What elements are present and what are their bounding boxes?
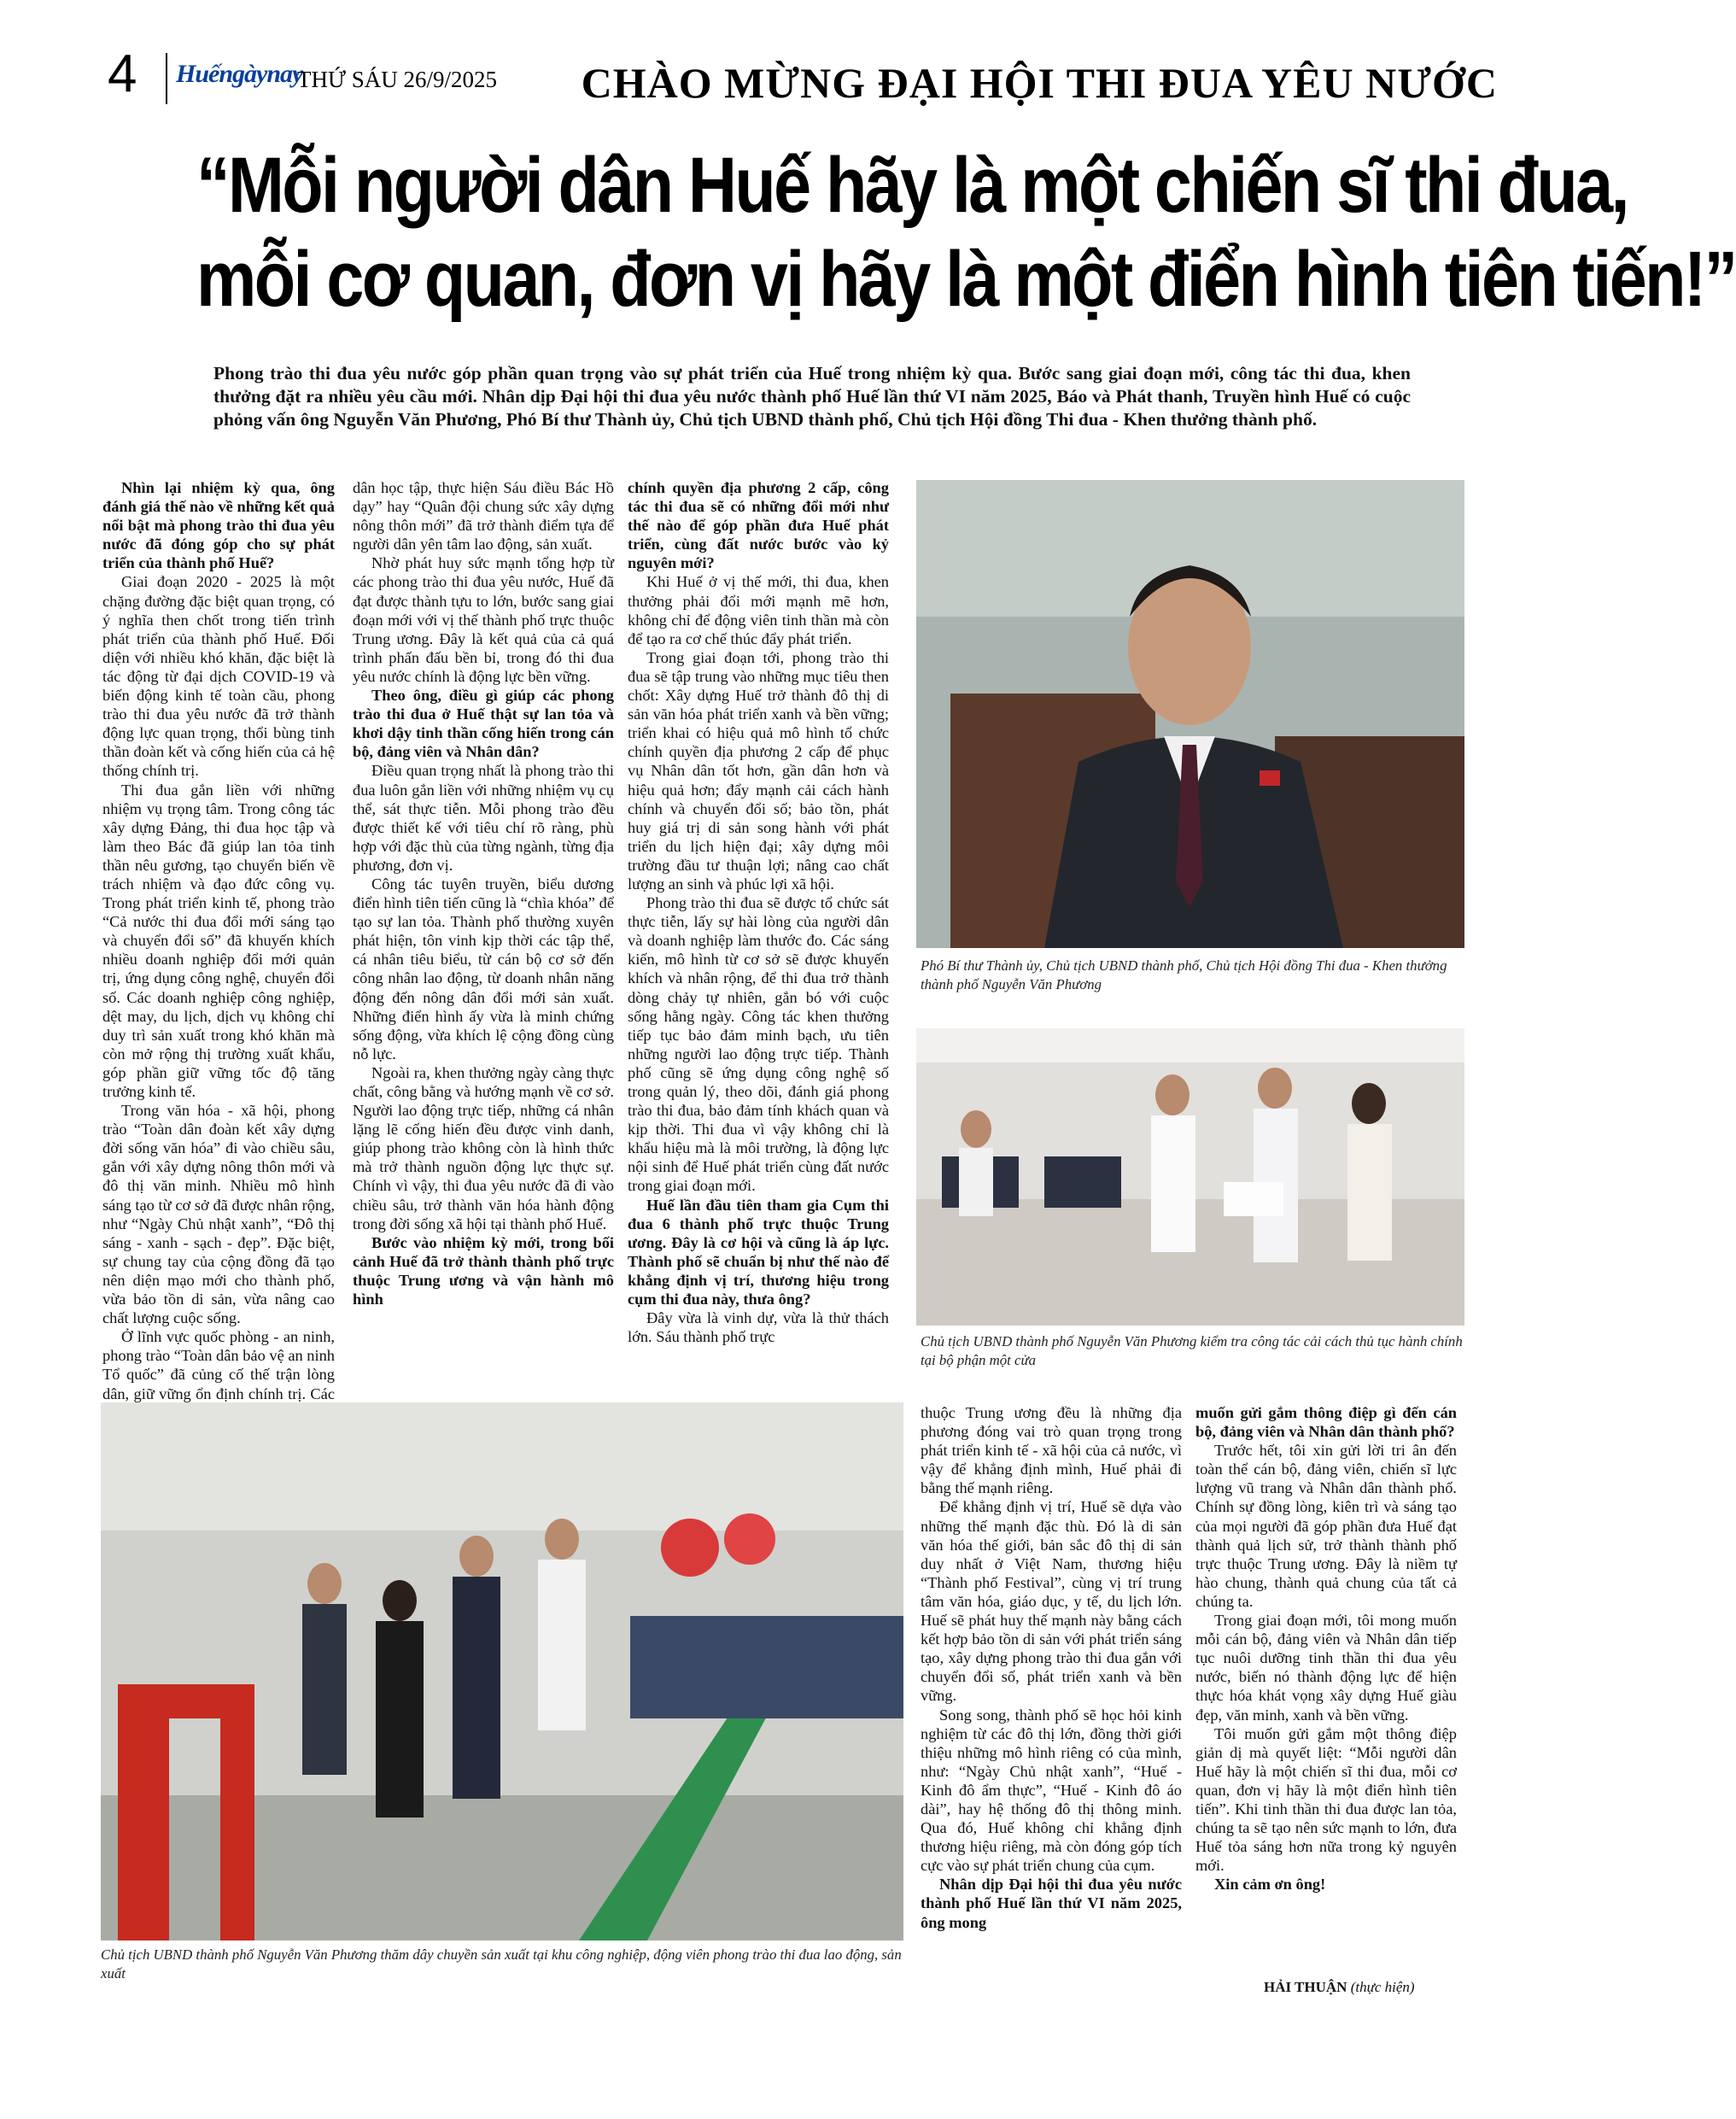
byline-author: HẢI THUẬN bbox=[1264, 1979, 1347, 1995]
paragraph: Phong trào thi đua sẽ được tổ chức sát thực tiễn, lấy sự hài lòng của người dân và doanh nghiệp làm thước đo. Các sáng kiến, mô hình từ cơ sở sẽ được khuyến khích và nhân rộng, để thi đua trở thành dòng chảy tự nhiên, gắn bó với cuộc sống hằng ngày. Công tác khen thưởng tiếp tục bảo đảm minh bạch, ưu tiên những người lao động trực tiếp. Thành phố cũng sẽ ứng dụng công nghệ số trong quản lý, theo dõi, đánh giá phong trào thi đua, bảo đảm tính khách quan và kịp thời. Thi đua vì vậy không chỉ là khẩu hiệu mà là môi trường, là động lực nội sinh để Huế phát triển cùng đất nước trong giai đoạn mới. bbox=[628, 894, 889, 1195]
paragraph: Trong giai đoạn mới, tôi mong muốn mỗi cán bộ, đảng viên và Nhân dân tiếp tục nuôi dưỡng tinh thần thi đua yêu nước, biến nó thành động lực để hiện thực hóa khát vọng xây dựng Huế giàu đẹp, văn minh, xanh và bền vững. bbox=[1195, 1612, 1457, 1724]
factory-photo bbox=[101, 1402, 903, 1940]
portrait-photo bbox=[916, 480, 1464, 948]
text-column-4 bbox=[921, 1403, 1182, 1932]
portrait-caption: Phó Bí thư Thành ủy, Chủ tịch UBND thành phố, Chủ tịch Hội đồng Thi đua - Khen thưởng thành phố Nguyễn Văn Phương bbox=[921, 957, 1447, 992]
paragraph: muốn gửi gắm thông điệp gì đến cán bộ, đảng viên và Nhân dân thành phố? bbox=[1195, 1404, 1457, 1441]
paragraph: Tôi muốn gửi gắm một thông điệp giản dị mà quyết liệt: “Mỗi người dân Huế hãy là một chiến sĩ thi đua, mỗi cơ quan, đơn vị hãy là một điển hình tiên tiến”. Khi tinh thần thi đua được lan tỏa, chúng ta sẽ tạo nên sức mạnh to lớn, đưa Huế tỏa sáng hơn nữa trong kỷ nguyên mới. bbox=[1195, 1724, 1457, 1875]
office-photo bbox=[916, 1028, 1464, 1326]
paragraph: Ở lĩnh vực quốc phòng - an ninh, phong trào “Toàn dân bảo vệ an ninh Tổ quốc” đã củng cố thế trận lòng dân, giữ vững ổn định chính trị. Các bbox=[102, 1328, 335, 1402]
issue-date: THỨ SÁU 26/9/2025 bbox=[297, 67, 497, 92]
paragraph: Công tác tuyên truyền, biểu dương điển hình tiên tiến cũng là “chìa khóa” để tạo sự lan tỏa. Thành phố thường xuyên phát hiện, tôn vinh kịp thời các tập thể, cá nhân tiêu biểu, từ cán bộ cơ sở đến công nhân lao động, từ doanh nhân năng động đến nông dân đổi mới sản xuất. Những điển hình ấy vừa là minh chứng sống động, vừa khích lệ cộng đồng cùng nỗ lực. bbox=[353, 875, 614, 1062]
office-illustration bbox=[916, 1028, 1464, 1326]
paragraph: thuộc Trung ương đều là những địa phương đóng vai trò quan trọng trong phát triển kinh tế - xã hội của cả nước, vì vậy để khẳng định mình, Huế phải đi bằng thế mạnh riêng. bbox=[921, 1404, 1182, 1497]
paragraph: Nhờ phát huy sức mạnh tổng hợp từ các phong trào thi đua yêu nước, Huế đã đạt được thành tựu to lớn, bước sang giai đoạn mới với vị thế thành phố trực thuộc Trung ương. Đây là kết quả của cả quá trình phấn đấu bền bỉ, trong đó thi đua yêu nước chính là động lực bền vững. bbox=[353, 554, 614, 685]
text-column-3 bbox=[628, 478, 889, 1346]
text-column-5 bbox=[1195, 1403, 1457, 1894]
paragraph: Trong văn hóa - xã hội, phong trào “Toàn dân đoàn kết xây dựng đời sống văn hóa” đi vào chiều sâu, gắn với xây dựng nông thôn mới và đô thị văn minh. Nhiều mô hình sáng tạo từ cơ sở đã được nhân rộng, như “Ngày Chủ nhật xanh”, “Đô thị sáng - xanh - sạch - đẹp”. Đặc biệt, sự chung tay của cộng đồng đã tạo nên diện mạo mới cho thành phố, vừa bảo tồn di sản, vừa nâng cao chất lượng cuộc sống. bbox=[102, 1102, 335, 1327]
paragraph: Để khẳng định vị trí, Huế sẽ dựa vào những thế mạnh đặc thù. Đó là di sản văn hóa thế giới, bản sắc đô thị di sản duy nhất ở Việt Nam, thương hiệu “Thành phố Festival”, cùng vị trí trung tâm văn hóa, giáo dục, y tế, du lịch lớn. Huế sẽ phát huy thế mạnh này bằng cách kết hợp bảo tồn di sản với phát triển sáng tạo, xây dựng phong trào thi đua gắn với chuyển đổi số, phát triển xanh và bền vững. bbox=[921, 1498, 1182, 1705]
lead-paragraph: Phong trào thi đua yêu nước góp phần quan trọng vào sự phát triển của Huế trong nhiệm kỳ qua. Bước sang giai đoạn mới, công tác thi đua, khen thưởng đặt ra nhiều yêu cầu mới. Nhân dịp Đại hội thi đua yêu nước thành phố Huế lần thứ VI năm 2025, Báo và Phát thanh, Truyền hình Huế có cuộc phỏng vấn ông Nguyễn Văn Phương, Phó Bí thư Thành ủy, Chủ tịch UBND thành phố, Chủ tịch Hội đồng Thi đua - Khen thưởng thành phố. bbox=[213, 363, 1411, 430]
paragraph: Xin cảm ơn ông! bbox=[1214, 1876, 1326, 1894]
section-title: CHÀO MỪNG ĐẠI HỘI THI ĐUA YÊU NƯỚC bbox=[581, 59, 1498, 107]
text-column-2 bbox=[353, 478, 614, 1308]
paragraph: Điều quan trọng nhất là phong trào thi đua luôn gắn liền với những nhiệm vụ cụ thể, sát thực tiễn. Mỗi phong trào đều được thiết kế với tiêu chí rõ ràng, phù hợp với đặc thù của từng ngành, từng địa phương, đơn vị. bbox=[353, 762, 614, 874]
masthead-divider bbox=[166, 53, 167, 104]
paragraph: Đây vừa là vinh dự, vừa là thử thách lớn. Sáu thành phố trực bbox=[628, 1309, 889, 1346]
paragraph: Trong giai đoạn tới, phong trào thi đua sẽ tập trung vào những mục tiêu then chốt: Xây dựng Huế trở thành đô thị di sản văn hóa phát triển xanh và bền vững; triển khai có hiệu quả mô hình tổ chức chính quyền địa phương 2 cấp để phục vụ Nhân dân tốt hơn, gần dân hơn và hiệu quả hơn; đẩy mạnh cải cách hành chính và chuyển đổi số; bảo tồn, phát huy giá trị di sản song hành với phát triển du lịch hiện đại; xây dựng môi trường đầu tư thuận lợi; nâng cao chất lượng an sinh và phúc lợi xã hội. bbox=[628, 648, 889, 893]
paragraph: Khi Huế ở vị thế mới, thi đua, khen thưởng phải đổi mới mạnh mẽ hơn, không chỉ để động viên tinh thần mà còn để tạo ra cơ chế thúc đẩy phát triển. bbox=[628, 573, 889, 647]
byline-role: (thực hiện) bbox=[1350, 1979, 1415, 1995]
paragraph: Song song, thành phố sẽ học hỏi kinh nghiệm từ các đô thị lớn, đồng thời giới thiệu những mô hình riêng có của mình, như: “Ngày Chủ nhật xanh”, “Huế - Kinh đô ẩm thực”, “Huế - Kinh đô áo dài”, hay hệ thống đô thị thông minh. Qua đó, Huế không chỉ khẳng định thương hiệu riêng, mà còn đóng góp tích cực vào sự phát triển chung của cụm. bbox=[921, 1706, 1182, 1875]
paragraph: Thi đua gắn liền với những nhiệm vụ trọng tâm. Trong công tác xây dựng Đảng, thi đua học tập và làm theo Bác đã giúp lan tỏa tinh thần nêu gương, tạo chuyển biến về trách nhiệm và đạo đức công vụ. Trong phát triển kinh tế, phong trào “Cả nước thi đua đổi mới sáng tạo và chuyển đổi số” đã khuyến khích nhiều doanh nghiệp đổi mới quản trị, ứng dụng công nghệ, chuyển đổi số. Các doanh nghiệp công nghiệp, dệt may, du lịch, dịch vụ không chỉ duy trì sản xuất trong khó khăn mà còn mở rộng thị trường xuất khẩu, góp phần giữ vững tốc độ tăng trưởng kinh tế. bbox=[102, 781, 335, 1100]
paragraph: Trước hết, tôi xin gửi lời tri ân đến toàn thể cán bộ, đảng viên, chiến sĩ lực lượng vũ trang và Nhân dân thành phố. Chính sự đồng lòng, kiên trì và sáng tạo của mọi người đã góp phần đưa Huế đạt thành quả lịch sử, trở thành thành phố trực thuộc Trung ương. Đây là niềm tự hào chung, thành quả chung của tất cả chúng ta. bbox=[1195, 1442, 1457, 1610]
newspaper-logo: Huếngàynay bbox=[176, 60, 303, 88]
paragraph: Nhân dịp Đại hội thi đua yêu nước thành phố Huế lần thứ VI năm 2025, ông mong bbox=[921, 1876, 1182, 1931]
factory-caption: Chủ tịch UBND thành phố Nguyễn Văn Phương thăm dây chuyền sản xuất tại khu công nghiệp, động viên phong trào thi đua lao động, sản xuất bbox=[101, 1946, 902, 1981]
paragraph: Nhìn lại nhiệm kỳ qua, ông đánh giá thế nào về những kết quả nổi bật mà phong trào thi đua yêu nước đã đóng góp cho sự phát triển của thành phố Huế? bbox=[102, 479, 335, 572]
paragraph: Giai đoạn 2020 - 2025 là một chặng đường đặc biệt quan trọng, có ý nghĩa then chốt trong tiến trình phát triển của thành phố Huế. Đối diện với nhiều khó khăn, đặc biệt là tác động từ đại dịch COVID-19 và biến động kinh tế toàn cầu, phong trào thi đua yêu nước đã trở thành động lực quan trọng, thổi bùng tinh thần đoàn kết và cống hiến của cả hệ thống chính trị. bbox=[102, 573, 335, 780]
portrait-illustration bbox=[916, 480, 1464, 948]
paragraph: Huế lần đầu tiên tham gia Cụm thi đua 6 thành phố trực thuộc Trung ương. Đây là cơ hội và cũng là áp lực. Thành phố sẽ chuẩn bị như thế nào để khẳng định vị trí, thương hiệu trong cụm thi đua này, thưa ông? bbox=[628, 1196, 889, 1308]
paragraph: Bước vào nhiệm kỳ mới, trong bối cảnh Huế đã trở thành thành phố trực thuộc Trung ương và vận hành mô hình bbox=[353, 1233, 614, 1308]
headline-line-1: “Mỗi người dân Huế hãy là một chiến sĩ thi đua, bbox=[196, 142, 1628, 229]
page-number: 4 bbox=[108, 44, 137, 103]
office-caption: Chủ tịch UBND thành phố Nguyễn Văn Phương kiểm tra công tác cải cách thủ tục hành chính tại bộ phận một cửa bbox=[921, 1333, 1463, 1368]
headline bbox=[196, 138, 1736, 326]
paragraph: Theo ông, điều gì giúp các phong trào thi đua ở Huế thật sự lan tỏa và khơi dậy tinh thần cống hiến trong cán bộ, đảng viên và Nhân dân? bbox=[353, 687, 614, 761]
byline bbox=[1264, 1979, 1415, 1996]
headline-line-2: mỗi cơ quan, đơn vị hãy là một điển hình tiên tiến!” bbox=[196, 236, 1736, 323]
text-column-1 bbox=[102, 478, 335, 1441]
paragraph: dân học tập, thực hiện Sáu điều Bác Hồ dạy” hay “Quân đội chung sức xây dựng nông thôn mới” đã trở thành điểm tựa để người dân yên tâm lao động, sản xuất. bbox=[353, 479, 614, 553]
factory-illustration bbox=[101, 1402, 903, 1940]
masthead bbox=[50, 41, 1498, 118]
paragraph: Ngoài ra, khen thưởng ngày càng thực chất, công bằng và hướng mạnh về cơ sở. Người lao động trực tiếp, những cá nhân lặng lẽ cống hiến đều được vinh danh, giúp phong trào không còn là hình thức mà trở thành nguồn động lực thực sự. Chính vì vậy, thi đua yêu nước đã đi vào chiều sâu, trở thành văn hóa hành động trong đời sống xã hội tại thành phố Huế. bbox=[353, 1063, 614, 1232]
paragraph: chính quyền địa phương 2 cấp, công tác thi đua sẽ có những đổi mới như thế nào để góp phần đưa Huế phát triển, cùng đất nước bước vào kỷ nguyên mới? bbox=[628, 479, 889, 572]
